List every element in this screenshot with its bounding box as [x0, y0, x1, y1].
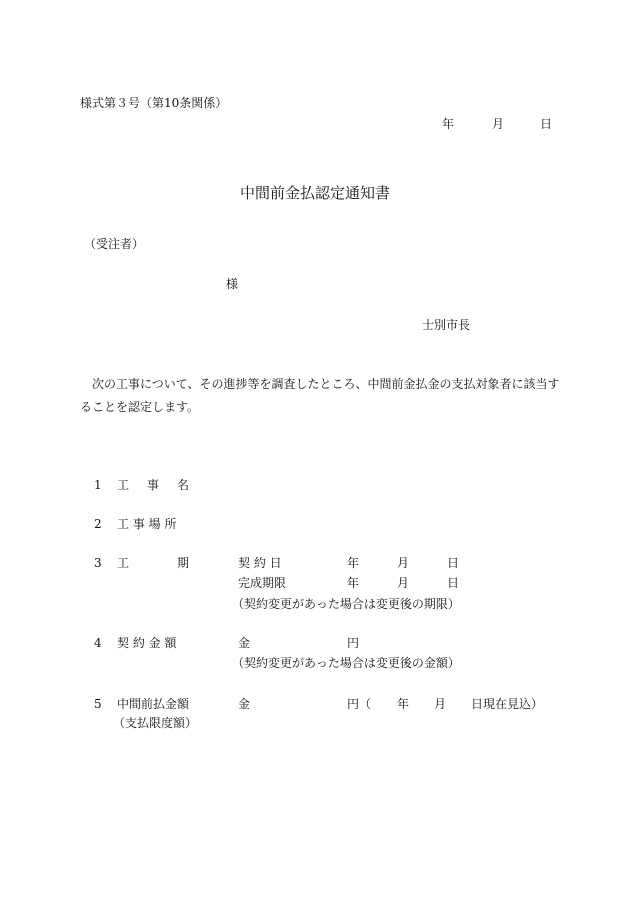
item-1-number: 1	[94, 478, 102, 492]
contract-year: 年	[347, 556, 360, 570]
contract-day: 日	[447, 556, 460, 570]
date-day: 日	[540, 117, 553, 131]
recipient-label: （受注者）	[84, 237, 145, 251]
item-4-kin: 金	[238, 636, 251, 650]
item-5-yen-paren: 円（	[347, 697, 372, 711]
item-5-label: 中間前払金額	[117, 697, 190, 711]
item-5-year: 年	[397, 697, 410, 711]
item-4-label: 契 約 金 額	[117, 636, 177, 650]
item-3-char-1: 工	[117, 556, 130, 570]
document-title: 中間前金払認定通知書	[240, 184, 391, 202]
item-1-char-1: 工	[117, 478, 130, 492]
item-2-label: 工 事 場 所	[117, 517, 177, 531]
form-number: 様式第３号（第10条関係）	[80, 96, 228, 110]
item-4-number: 4	[94, 636, 102, 650]
body-line-2: ることを認定します。	[80, 400, 200, 414]
date-year: 年	[442, 117, 455, 131]
item-5-kin: 金	[238, 697, 251, 711]
item-1-char-3: 名	[177, 478, 190, 492]
item-3-number: 3	[94, 556, 102, 570]
body-line-1: 次の工事について、その進捗等を調査したところ、中間前金払金の支払対象者に該当す	[92, 377, 560, 391]
item-1-char-2: 事	[147, 478, 160, 492]
item-2-number: 2	[94, 517, 102, 531]
amount-note: （契約変更があった場合は変更後の金額）	[232, 656, 460, 670]
item-3-char-2: 期	[177, 556, 190, 570]
item-5-number: 5	[94, 697, 102, 711]
completion-date-label: 完成期限	[238, 576, 287, 590]
item-5-month: 月	[434, 697, 447, 711]
contract-month: 月	[397, 556, 410, 570]
completion-day: 日	[447, 576, 460, 590]
honorific: 様	[226, 277, 239, 291]
completion-year: 年	[347, 576, 360, 590]
contract-date-label: 契 約 日	[238, 556, 282, 570]
completion-month: 月	[397, 576, 410, 590]
period-note: （契約変更があった場合は変更後の期限）	[232, 597, 460, 611]
item-5-sublabel: （支払限度額）	[113, 716, 198, 730]
issuer: 士別市長	[422, 318, 471, 332]
date-month: 月	[492, 117, 505, 131]
item-5-day-note: 日現在見込）	[471, 697, 544, 711]
item-4-yen: 円	[347, 636, 360, 650]
